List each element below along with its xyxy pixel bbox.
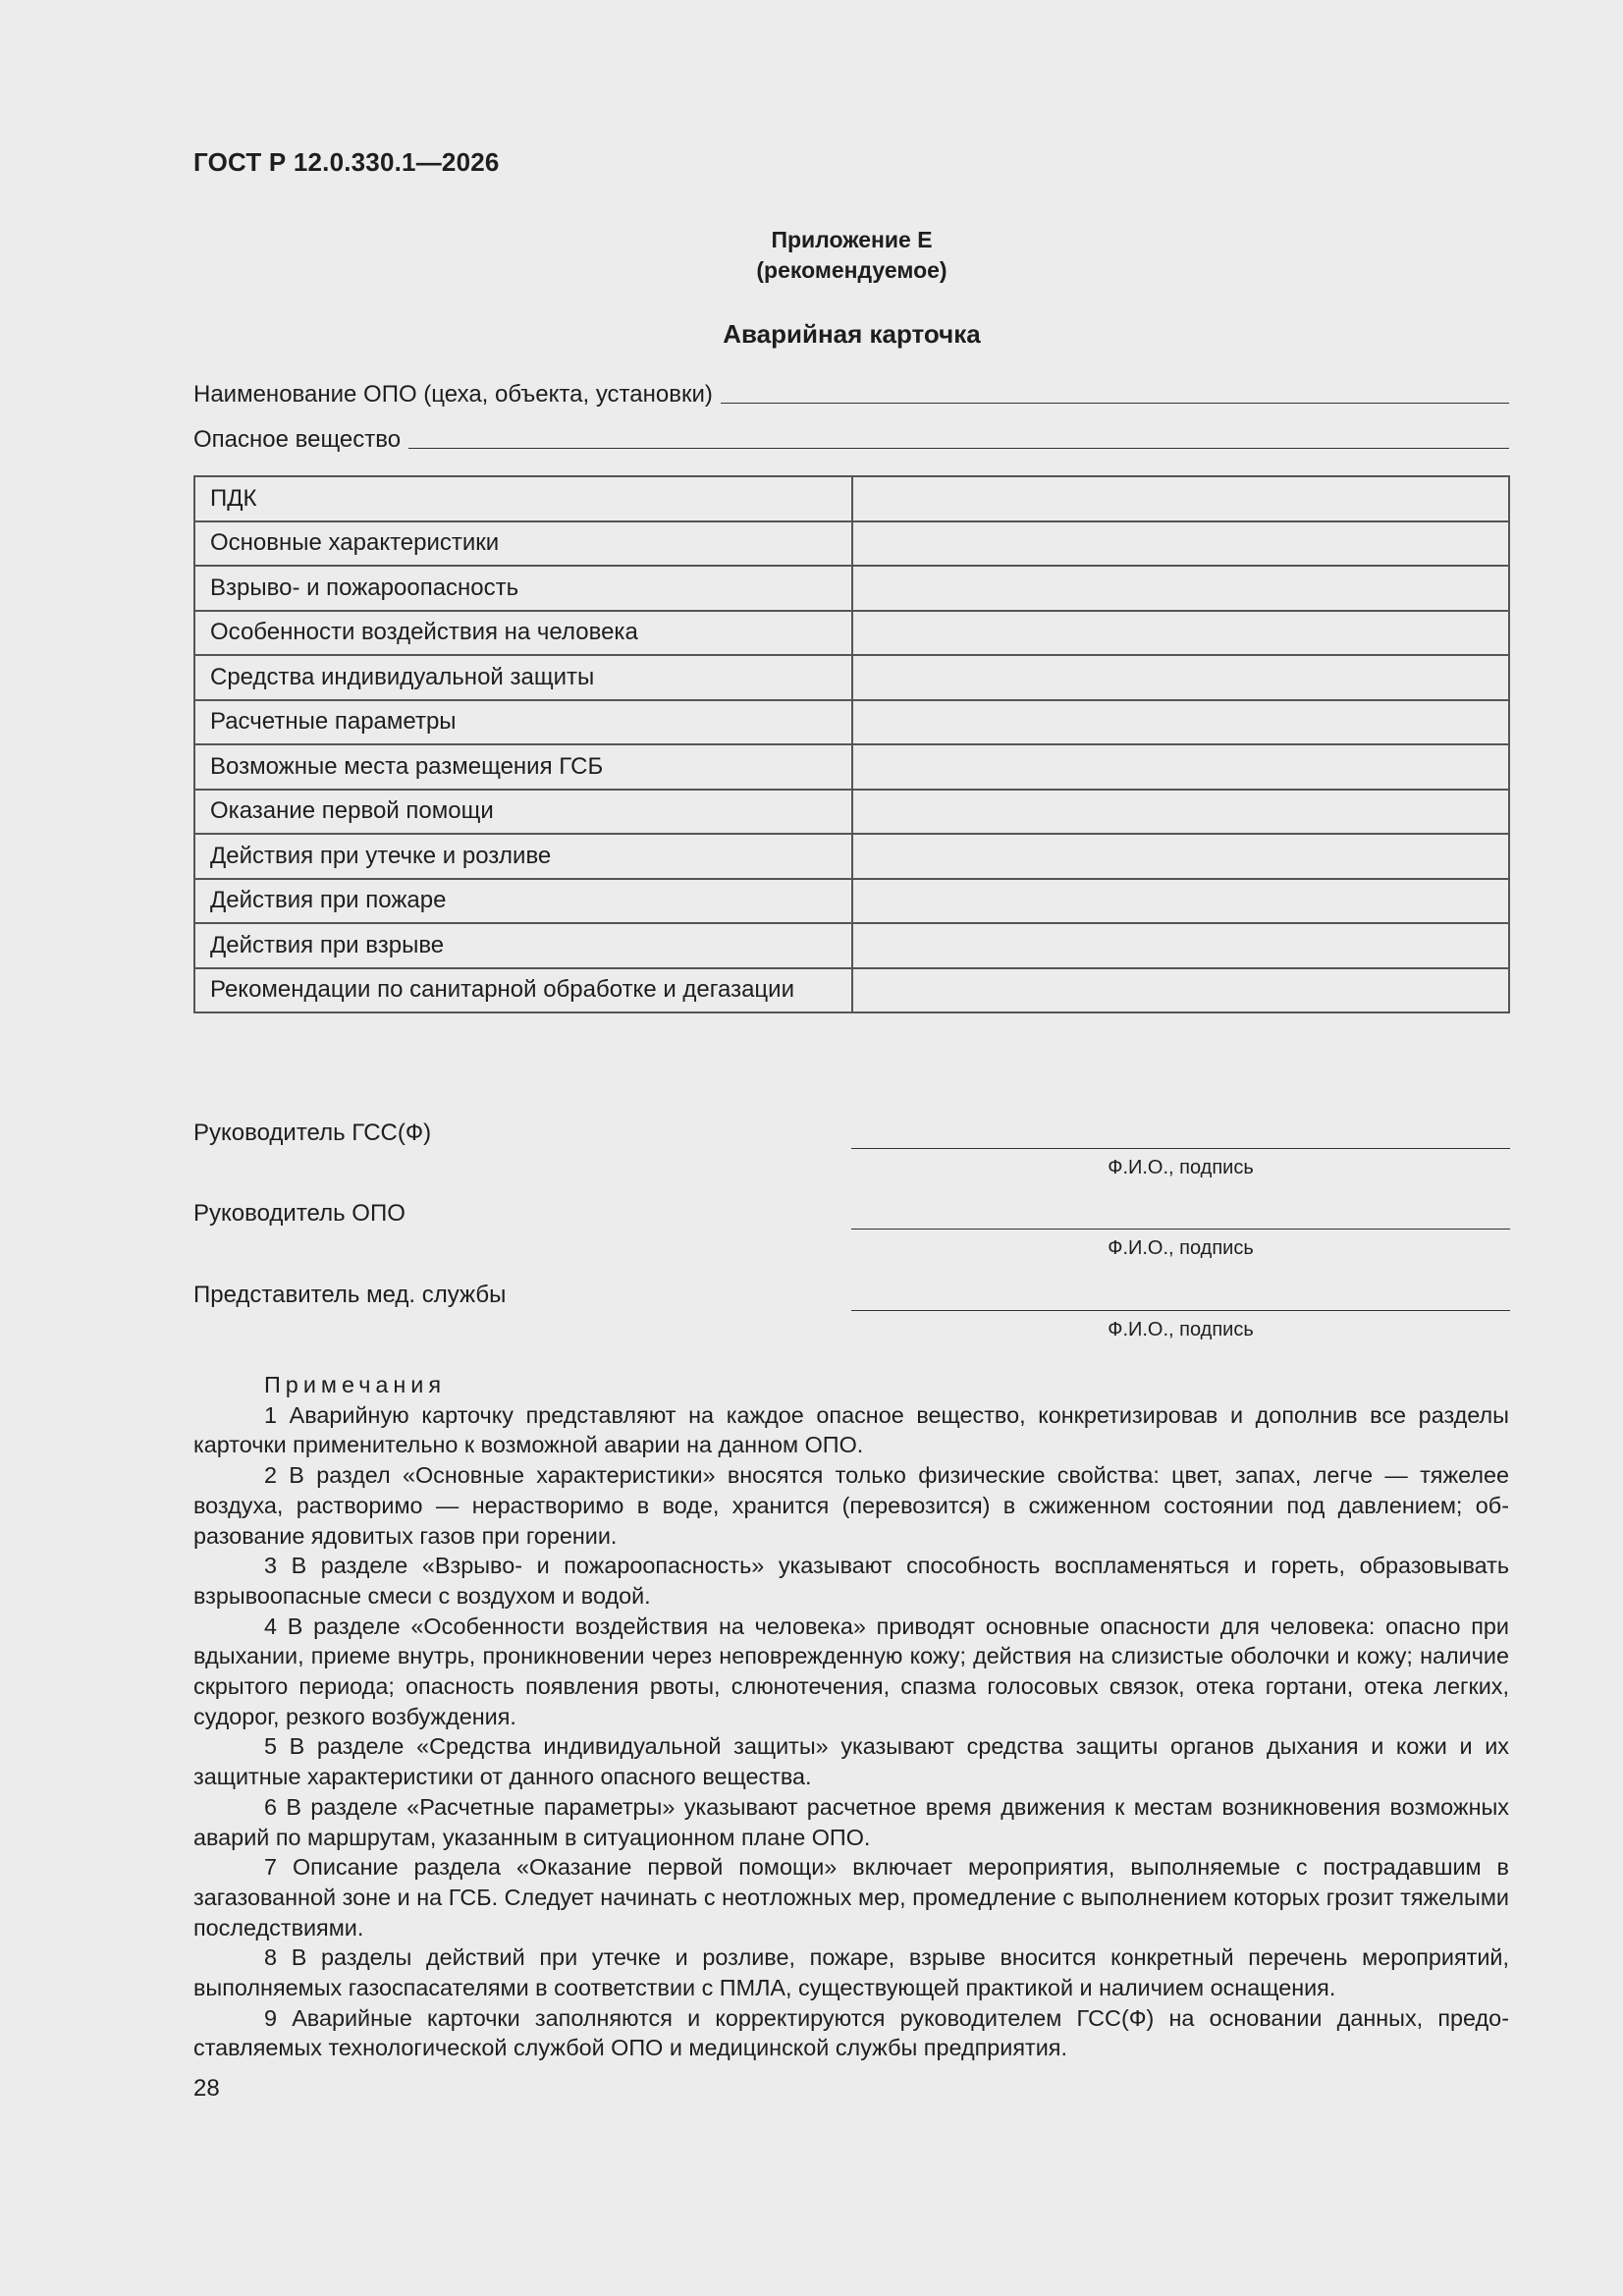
notes-section [193,1370,1509,2063]
note-item: 5 В разделе «Средства индивидуальной защиты» указывают средства защиты органов дыхания и кожи и их защитные характеристики от данного опасного вещества. [193,1733,1509,1790]
signature-line[interactable] [851,1229,1510,1230]
row-value[interactable] [852,655,1509,700]
row-value[interactable] [852,700,1509,745]
row-value[interactable] [852,879,1509,924]
note-item: 6 В разделе «Расчетные параметры» указывают расчетное время движения к местам возникновения возможных аварий по маршрутам, указанным в ситуационном плане ОПО. [193,1793,1509,1850]
substance-field [193,426,1509,454]
row-value[interactable] [852,790,1509,835]
table-row [194,923,1509,968]
row-label: Действия при взрыве [194,923,852,968]
table-row [194,834,1509,879]
row-label: Возможные места размещения ГСБ [194,744,852,790]
note-item: 8 В разделы действий при утечке и розливе, пожаре, взрыве вносится конкретный перечень мероприятий, выполняемых газоспасателями в соответствии с ПМЛА, существующей практикой и наличием оснащения. [193,1944,1509,2001]
row-label: Оказание первой помощи [194,790,852,835]
row-label: Действия при утечке и розливе [194,834,852,879]
signature-label: Руководитель ГСС(Ф) [193,1120,432,1146]
signature-block-opo-head [193,1200,1510,1259]
row-value[interactable] [852,476,1509,521]
emergency-card-table [193,475,1510,1013]
row-value[interactable] [852,566,1509,611]
signature-caption: Ф.И.О., подпись [1108,1319,1254,1340]
annex-status: (рекомендуемое) [756,257,947,283]
document-code: ГОСТ Р 12.0.330.1—2026 [193,147,500,177]
row-label: Рекомендации по санитарной обработке и дегазации [194,968,852,1013]
signature-block-medical [193,1282,1510,1340]
table-row [194,700,1509,745]
table-row [194,611,1509,656]
page-number: 28 [193,2075,220,2102]
opo-name-label: Наименование ОПО (цеха, объекта, установки) [193,381,713,408]
row-label: Взрыво- и пожароопасность [194,566,852,611]
signature-label: Представитель мед. службы [193,1282,507,1308]
row-label: Особенности воздействия на человека [194,611,852,656]
row-label: ПДК [194,476,852,521]
table-row [194,879,1509,924]
signature-caption: Ф.И.О., подпись [1108,1237,1254,1259]
row-value[interactable] [852,744,1509,790]
table-row [194,476,1509,521]
signature-label: Руководитель ОПО [193,1200,406,1227]
note-item: 9 Аварийные карточки заполняются и корректируются руководителем ГСС(Ф) на основании данных, предоставляемых технологической службой ОПО и медицинской службы предприятия. [193,2004,1509,2061]
row-value[interactable] [852,611,1509,656]
note-item: 7 Описание раздела «Оказание первой помощи» включает мероприятия, выполняемые с пострадавшим в загазованной зоне и на ГСБ. Следует начинать с неотложных мер, промедление с выполнением которых грозит тяжелыми последствиями. [193,1854,1509,1941]
table-row [194,566,1509,611]
row-value[interactable] [852,968,1509,1013]
signature-line[interactable] [851,1310,1510,1311]
card-title: Аварийная карточка [723,319,981,349]
table-row [194,790,1509,835]
row-value[interactable] [852,923,1509,968]
signature-block-gss-head [193,1120,1510,1178]
row-label: Основные характеристики [194,521,852,567]
row-label: Действия при пожаре [194,879,852,924]
substance-fill-line[interactable] [408,448,1509,449]
table-row [194,521,1509,567]
opo-name-field [193,381,1509,409]
substance-label: Опасное вещество [193,426,402,453]
note-item: 1 Аварийную карточку представляют на каждое опасное вещество, конкретизировав и дополнив все разделы карточки применительно к возможной аварии на данном ОПО. [193,1401,1509,1458]
notes-heading: Примечания [264,1372,447,1397]
row-value[interactable] [852,834,1509,879]
signature-caption: Ф.И.О., подпись [1108,1157,1254,1178]
signature-line[interactable] [851,1148,1510,1149]
note-item: 2 В раздел «Основные характеристики» вносятся только физические свойства: цвет, запах, легче — тяжелее воздуха, растворимо — нерастворимо в воде, хранится (перевозится) в сжиженном состоянии под давлением; образование ядовитых газов при горении. [193,1462,1509,1549]
note-item: 3 В разделе «Взрыво- и пожароопасность» указывают способность воспламеняться и гореть, образовывать взрывоопасные смеси с воздухом и водой. [193,1553,1509,1609]
table-row [194,744,1509,790]
row-label: Средства индивидуальной защиты [194,655,852,700]
note-item: 4 В разделе «Особенности воздействия на человека» приводят основные опасности для человека: опасно при вдыхании, приеме внутрь, проникновении через неповрежденную кожу; действия на слизистые оболочки и кожу; наличие скрытого периода; опасность появления рвоты, слюнотечения, спазма голосовых связок, отека гортани, отека легких, судорог, резкого возбуждения. [193,1613,1509,1729]
table-row [194,968,1509,1013]
row-value[interactable] [852,521,1509,567]
annex-title: Приложение Е [771,227,933,252]
opo-name-fill-line[interactable] [721,403,1509,404]
row-label: Расчетные параметры [194,700,852,745]
table-row [194,655,1509,700]
